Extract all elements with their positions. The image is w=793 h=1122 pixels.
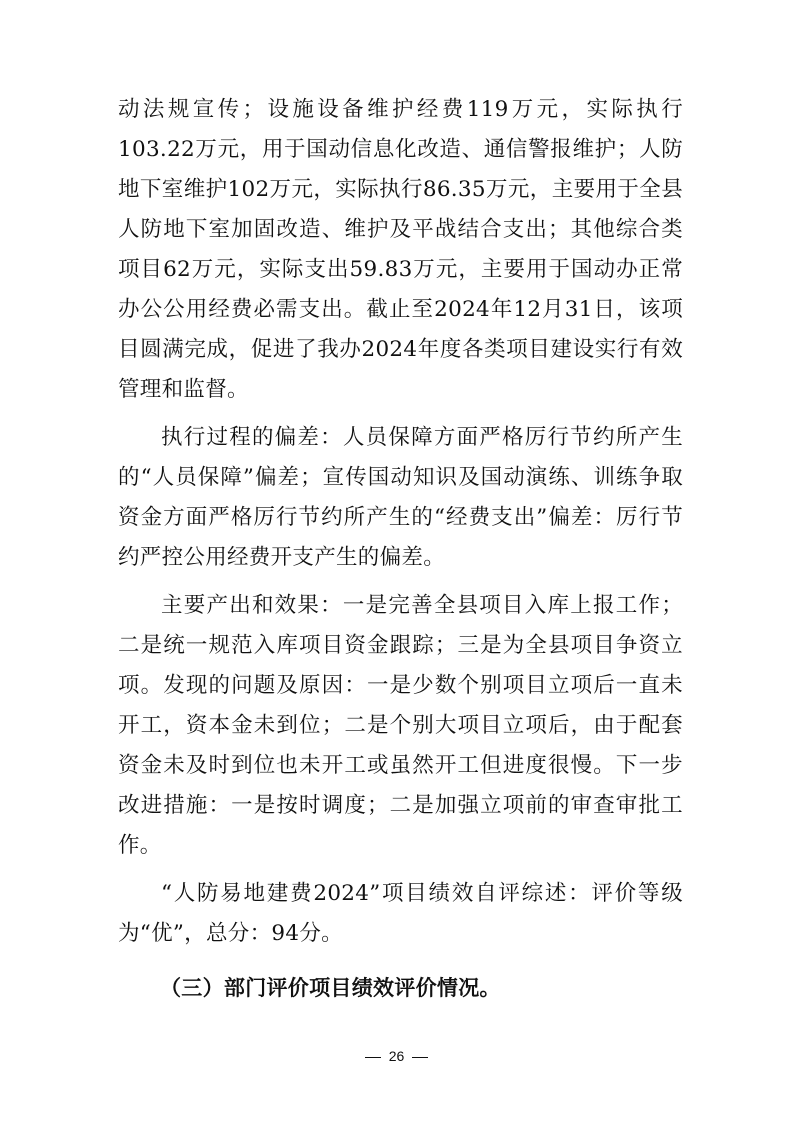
document-body	[118, 90, 683, 1008]
paragraph-self-evaluation-summary: “人防易地建费2024”项目绩效自评综述：评价等级为“优”，总分：94分。	[118, 881, 683, 946]
paragraph-outputs-and-effects: 主要产出和效果：一是完善全县项目入库上报工作；二是统一规范入库项目资金跟踪；三是为全县项目争资立项。发现的问题及原因：一是少数个别项目立项后一直未开工，资本金未到位；二是个别大项目立项后，由于配套资金未及时到位也未开工或虽然开工但进度很慢。下一步改进措施：一是按时调度；二是加强立项前的审查审批工作。	[118, 593, 683, 858]
page-footer	[0, 1048, 793, 1064]
paragraph-execution-deviation: 执行过程的偏差：人员保障方面严格厉行节约所产生的“人员保障”偏差；宣传国动知识及国动演练、训练争取资金方面严格厉行节约所产生的“经费支出”偏差：厉行节约严控公用经费开支产生的偏差。	[118, 425, 683, 570]
footer-dash-left	[365, 1057, 381, 1058]
page-number: 26	[388, 1048, 405, 1064]
footer-dash-right	[412, 1057, 428, 1058]
paragraph-project-expenditure: 动法规宣传；设施设备维护经费119万元，实际执行103.22万元，用于国动信息化改造、通信警报维护；人防地下室维护102万元，实际执行86.35万元，主要用于全县人防地下室加固改造、维护及平战结合支出；其他综合类项目62万元，实际支出59.83万元，主要用于国动办正常办公公用经费必需支出。截止至2024年12月31日，该项目圆满完成，促进了我办2024年度各类项目建设实行有效管理和监督。	[118, 97, 683, 402]
section-heading: （三）部门评价项目绩效评价情况。	[160, 976, 501, 1000]
